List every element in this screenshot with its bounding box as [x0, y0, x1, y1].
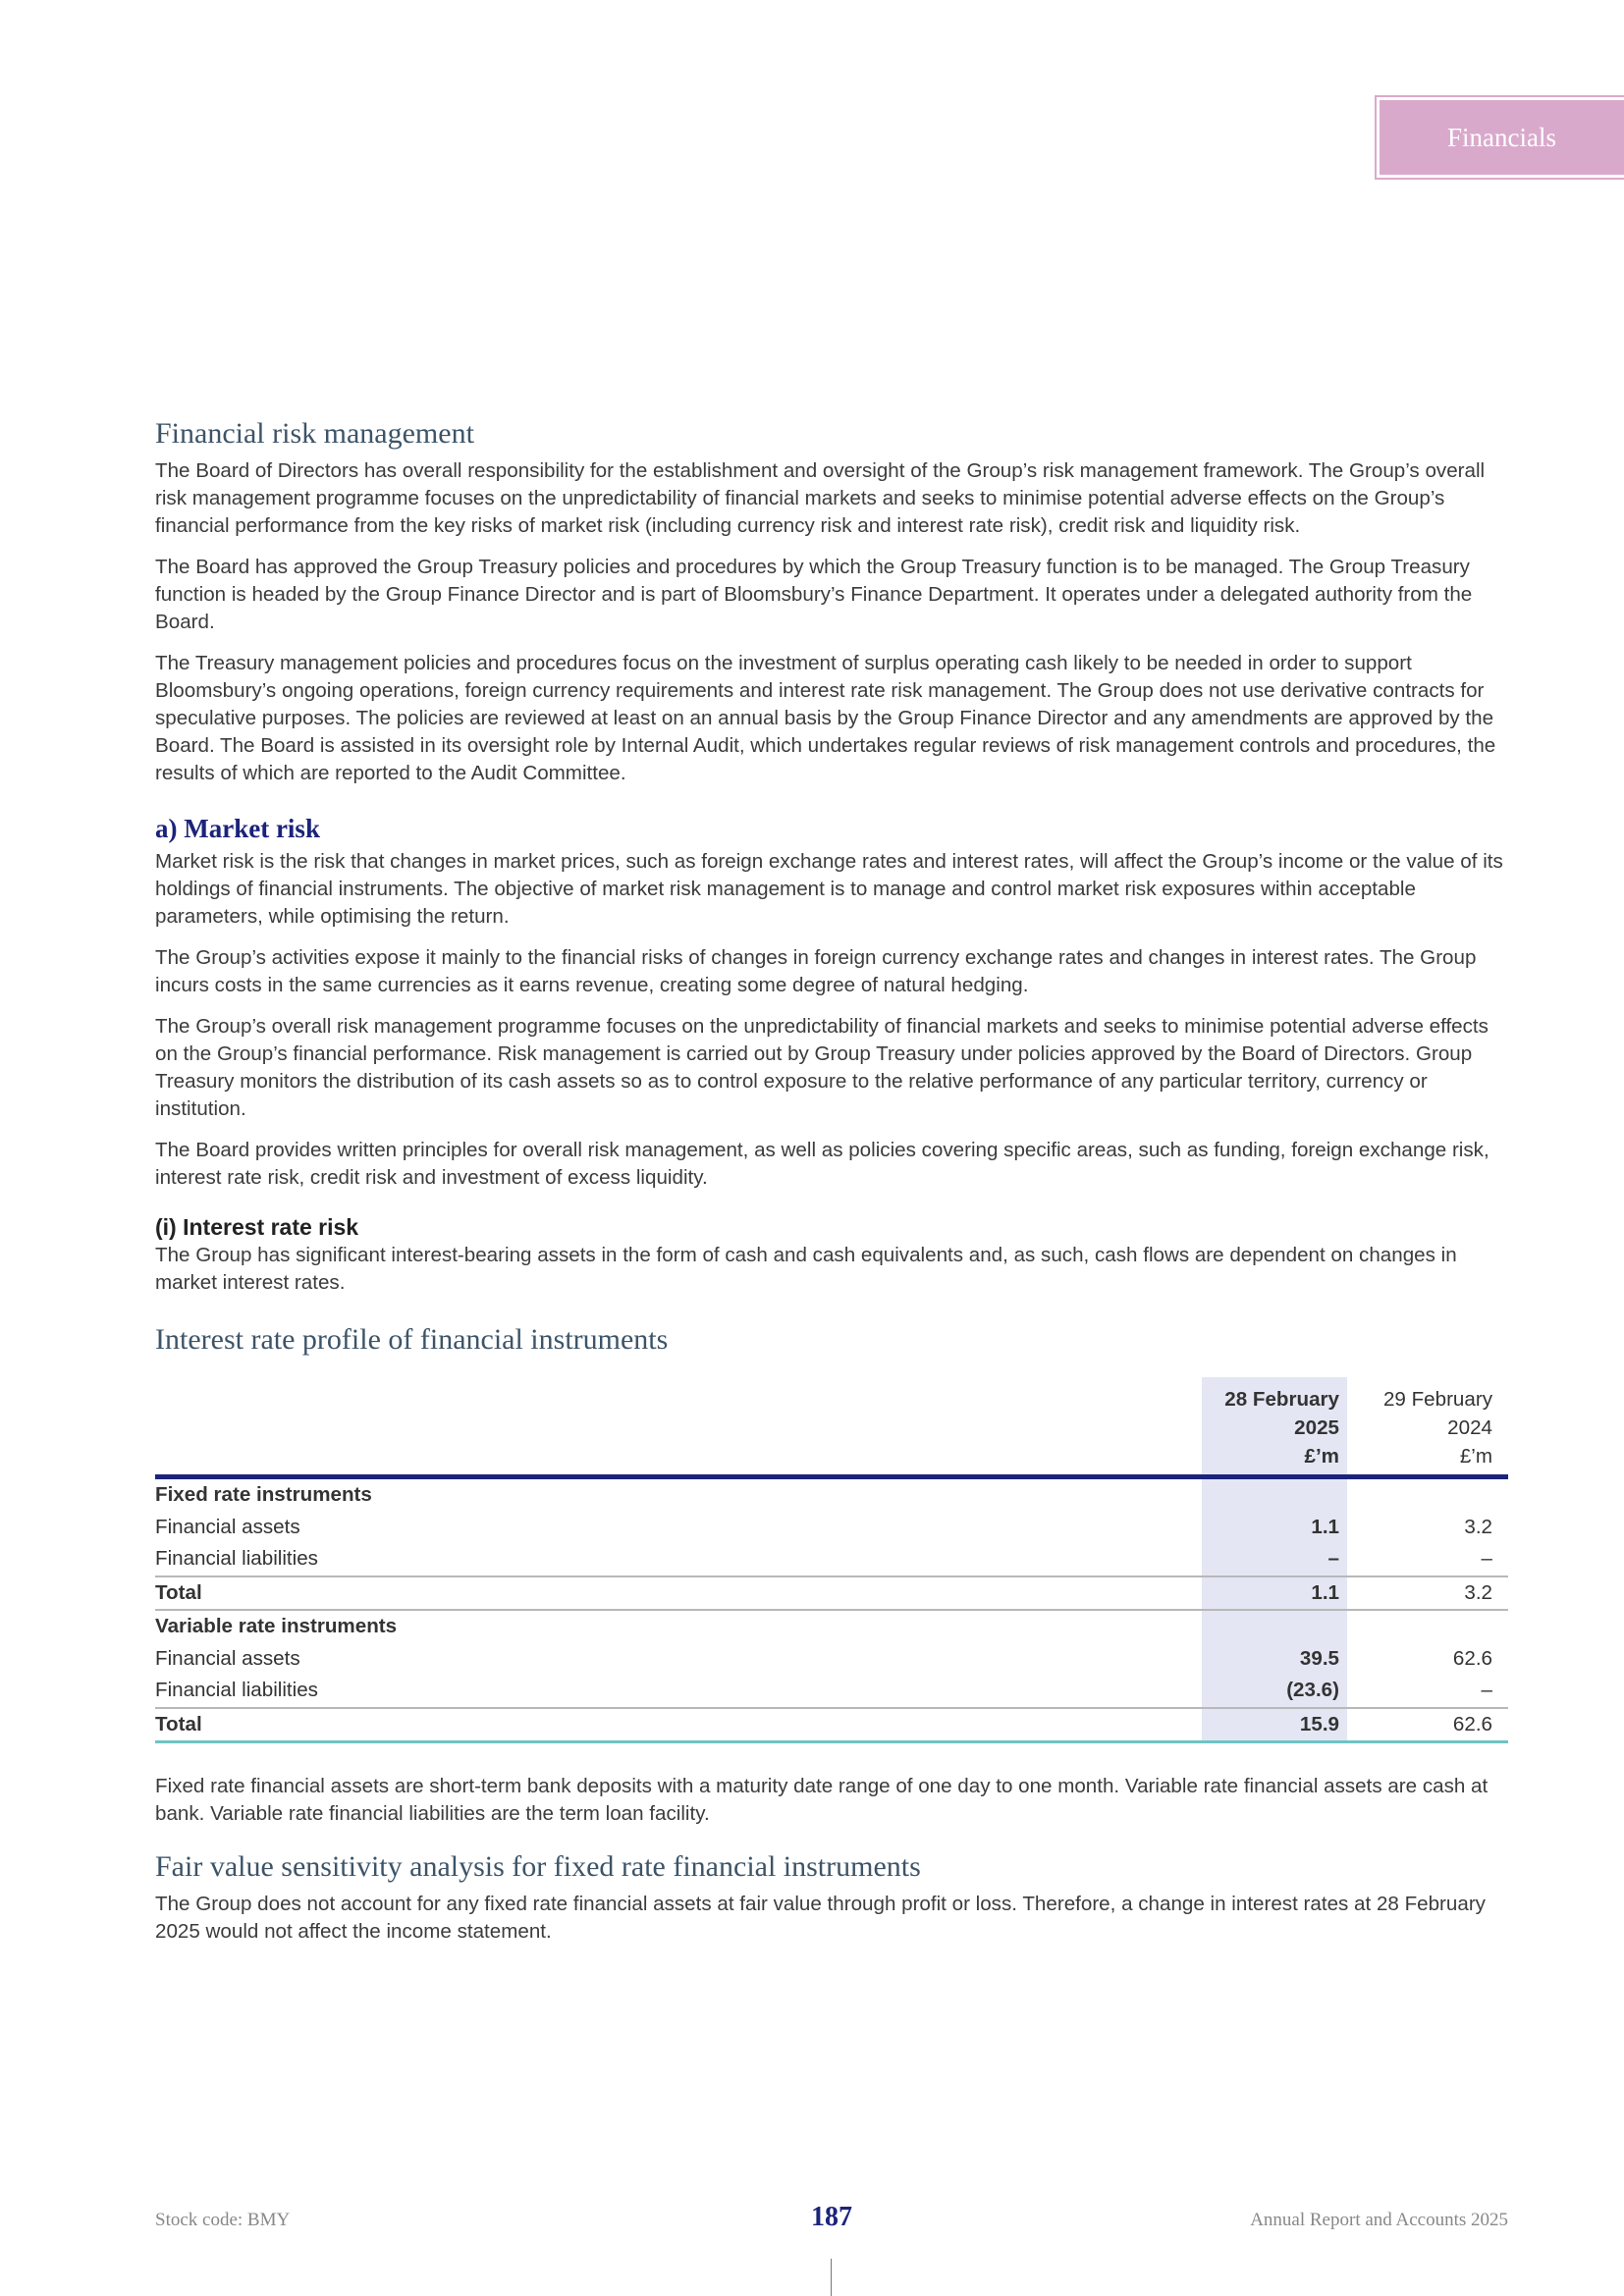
table-row: Fixed rate instruments	[155, 1479, 1508, 1512]
paragraph: The Group’s activities expose it mainly to the financial risks of changes in foreign currency exchange rates and changes in interest rates. The Group incurs costs in the same currencies as it earns revenue, creating some degree of natural hedging.	[155, 946, 1477, 997]
paragraph: The Treasury management policies and procedures focus on the investment of surplus operating cash likely to be needed in order to support Bloomsbury’s ongoing operations, foreign currency requirements and interest rate risk management. The Group does not use derivative contracts for speculative purposes. The policies are reviewed at least on an annual basis by the Group Finance Director and any amendments are approved by the Board. The Board is assisted in its oversight role by Internal Audit, which undertakes regular reviews of risk management controls and procedures, the results of which are reported to the Audit Committee.	[155, 652, 1496, 784]
paragraph: The Group has significant interest-bearing assets in the form of cash and cash equivalents and, as such, cash flows are dependent on changes in market interest rates.	[155, 1244, 1457, 1295]
table-header-row	[155, 1377, 1508, 1477]
heading-fair-value-sensitivity: Fair value sensitivity analysis for fixed rate financial instruments	[155, 1850, 921, 1884]
table-note: Fixed rate financial assets are short-term bank deposits with a maturity date range of one day to one month. Variable rate financial assets are cash at bank. Variable rate financial liabilities are the term loan facility.	[155, 1775, 1489, 1826]
table-row-total: Total 1.1 3.2	[155, 1576, 1508, 1611]
column-header-2025: 28 February 2025 £’m	[1202, 1377, 1347, 1477]
heading-financial-risk-management: Financial risk management	[155, 417, 474, 450]
report-title: Annual Report and Accounts 2025	[1250, 2210, 1508, 2230]
heading-market-risk: a) Market risk	[155, 814, 320, 843]
section-tab-financials[interactable]	[1375, 95, 1624, 180]
interest-rate-profile-table	[155, 1377, 1508, 1743]
table-row: Financial liabilities – –	[155, 1543, 1508, 1576]
stock-code: Stock code: BMY	[155, 2210, 291, 2230]
page-content	[155, 416, 1508, 1959]
column-header-2024: 29 February 2024 £’m	[1382, 1388, 1492, 1468]
section-tab-label: Financials	[1380, 100, 1624, 175]
heading-interest-rate-profile: Interest rate profile of financial instruments	[155, 1323, 669, 1357]
footer-divider	[831, 2259, 832, 2296]
table-row: Financial liabilities (23.6) –	[155, 1675, 1508, 1708]
paragraph: Market risk is the risk that changes in market prices, such as foreign exchange rates and interest rates, will affect the Group’s income or the value of its holdings of financial instruments. The objective of market risk management is to manage and control market risk exposures within acceptable parameters, while optimising the return.	[155, 850, 1503, 929]
table-row-total: Total 15.9 62.6	[155, 1708, 1508, 1742]
page-number: 187	[811, 2202, 852, 2232]
table-row: Financial assets 39.5 62.6	[155, 1643, 1508, 1676]
heading-interest-rate-risk: (i) Interest rate risk	[155, 1214, 359, 1241]
paragraph: The Board has approved the Group Treasury policies and procedures by which the Group Treasury function is to be managed. The Group Treasury function is headed by the Group Finance Director and is part of Bloomsbury’s Finance Department. It operates under a delegated authority from the Board.	[155, 556, 1473, 633]
paragraph: The Board provides written principles for overall risk management, as well as policies covering specific areas, such as funding, foreign exchange risk, interest rate risk, credit risk and investment of excess liquidity.	[155, 1139, 1489, 1190]
table-row: Variable rate instruments	[155, 1610, 1508, 1643]
paragraph: The Group does not account for any fixed rate financial assets at fair value through profit or loss. Therefore, a change in interest rates at 28 February 2025 would not affect the income statement.	[155, 1893, 1486, 1944]
paragraph: The Board of Directors has overall responsibility for the establishment and oversight of the Group’s risk management framework. The Group’s overall risk management programme focuses on the unpredictability of financial markets and seeks to minimise potential adverse effects on the Group’s financial performance from the key risks of market risk (including currency risk and interest rate risk), credit risk and liquidity risk.	[155, 459, 1486, 537]
table-row: Financial assets 1.1 3.2	[155, 1512, 1508, 1544]
paragraph: The Group’s overall risk management programme focuses on the unpredictability of financial markets and seeks to minimise potential adverse effects on the Group’s financial performance. Risk management is carried out by Group Treasury under policies approved by the Board of Directors. Group Treasury monitors the distribution of its cash assets so as to control exposure to the relative performance of any particular territory, currency or institution.	[155, 1015, 1489, 1121]
